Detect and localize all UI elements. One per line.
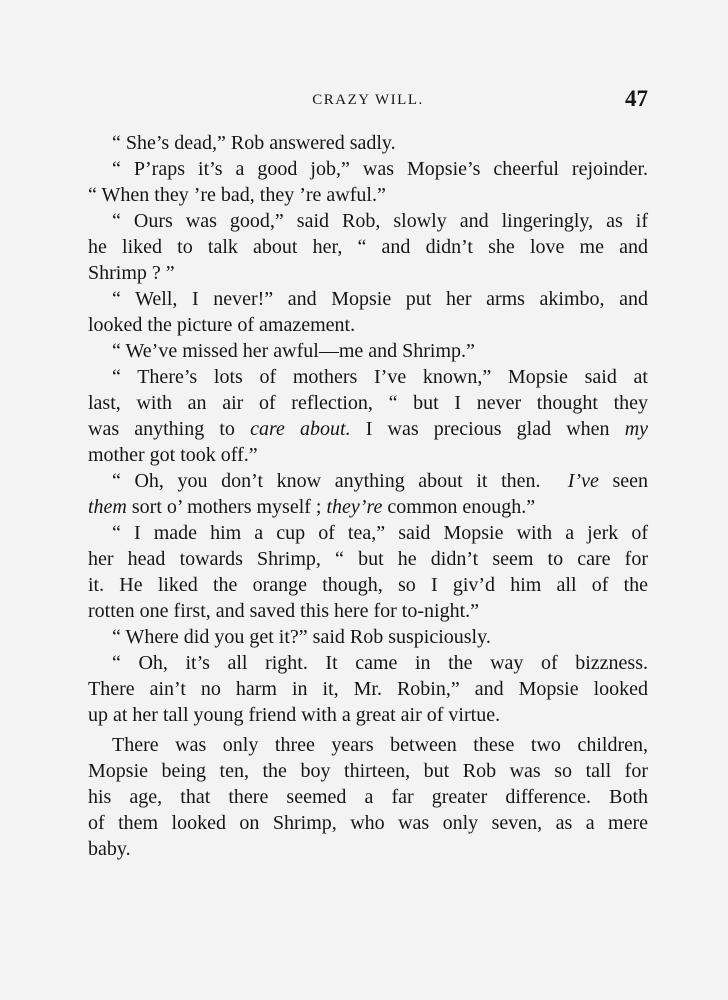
text-line: was anything to care about. I was precious glad when my: [88, 418, 649, 440]
text-line: he liked to talk about her, “ and didn’t she love me and: [88, 236, 648, 258]
text-line: rotten one first, and saved this here for to-night.”: [88, 600, 479, 622]
text-line: “ Ours was good,” said Rob, slowly and lingeringly, as if: [112, 210, 648, 232]
text-line: “ Well, I never!” and Mopsie put her arms akimbo, and: [112, 288, 648, 310]
text-line: them sort o’ mothers myself ; they’re common enough.”: [88, 496, 536, 518]
text-line: baby.: [88, 838, 131, 860]
text-line: looked the picture of amazement.: [88, 314, 356, 336]
text-line: Shrimp ? ”: [88, 262, 175, 284]
text-line: up at her tall young friend with a great air of virtue.: [88, 704, 501, 726]
text-line: “ Oh, you don’t know anything about it then. I’ve seen: [112, 470, 648, 492]
running-header: [88, 86, 648, 116]
text-line: his age, that there seemed a far greater difference. Both: [88, 786, 648, 808]
text-line: it. He liked the orange though, so I giv’d him all of the: [88, 574, 648, 596]
page-number: 47: [625, 86, 648, 111]
text-line: “ P’raps it’s a good job,” was Mopsie’s cheerful rejoinder.: [112, 158, 648, 180]
text-line: There was only three years between these two children,: [112, 734, 648, 756]
text-line: There ain’t no harm in it, Mr. Robin,” and Mopsie looked: [88, 678, 648, 700]
text-line: “ Where did you get it?” said Rob suspiciously.: [112, 626, 491, 648]
text-line: mother got took off.”: [88, 444, 258, 466]
text-line: Mopsie being ten, the boy thirteen, but Rob was so tall for: [88, 760, 648, 782]
text-line: “ We’ve missed her awful—me and Shrimp.”: [112, 340, 475, 362]
text-line: “ There’s lots of mothers I’ve known,” Mopsie said at: [112, 366, 648, 388]
text-line: “ When they ’re bad, they ’re awful.”: [88, 184, 386, 206]
text-line: last, with an air of reflection, “ but I never thought they: [88, 392, 648, 414]
text-line: of them looked on Shrimp, who was only seven, as a mere: [88, 812, 648, 834]
text-line: her head towards Shrimp, “ but he didn’t seem to care for: [88, 548, 648, 570]
text-line: “ I made him a cup of tea,” said Mopsie with a jerk of: [112, 522, 648, 544]
text-line: “ Oh, it’s all right. It came in the way of bizzness.: [112, 652, 648, 674]
chapter-title: CRAZY WILL.: [312, 92, 424, 108]
body-text: [88, 130, 648, 862]
text-line: “ She’s dead,” Rob answered sadly.: [112, 132, 396, 154]
